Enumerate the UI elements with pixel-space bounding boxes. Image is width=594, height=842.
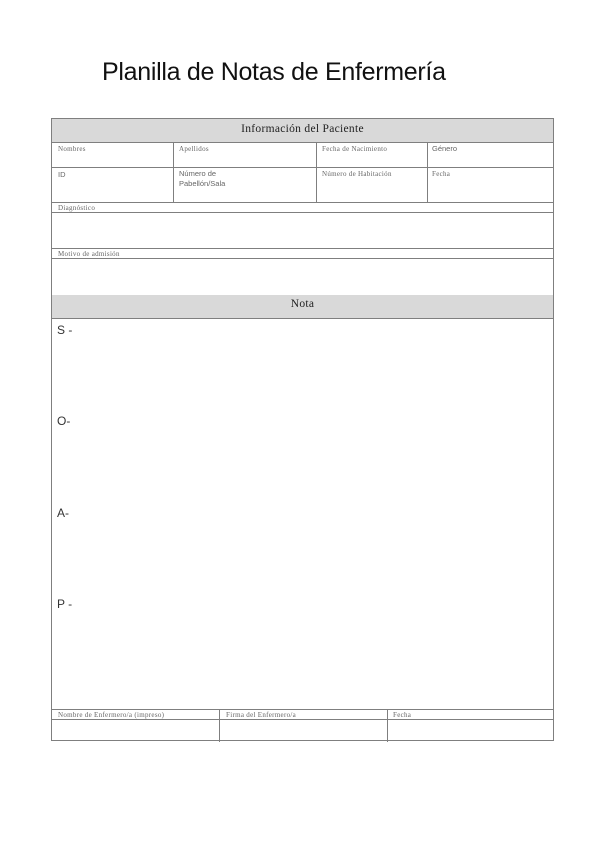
soap-label-p: P -	[57, 597, 73, 611]
note-header-label: Nota	[290, 298, 315, 310]
field-label-nombres: Nombres	[58, 145, 86, 153]
row-divider	[52, 258, 553, 259]
note-header	[52, 295, 553, 319]
divider	[316, 143, 317, 202]
field-label-fecha-nacimiento: Fecha de Nacimiento	[322, 145, 388, 153]
divider	[219, 709, 220, 742]
row-divider	[52, 202, 553, 203]
row-divider	[52, 709, 553, 710]
field-label-fecha: Fecha	[432, 170, 451, 178]
field-label-nombre-enfermero: Nombre de Enfermero/a (impreso)	[58, 711, 165, 719]
field-label-numero-habitacion: Número de Habitación	[322, 170, 392, 178]
field-label-firma-enfermero: Firma del Enfermero/a	[226, 711, 297, 719]
divider	[173, 143, 174, 202]
divider	[387, 709, 388, 742]
row-divider	[52, 719, 553, 720]
row-divider	[52, 167, 553, 168]
field-label-apellidos: Apellidos	[179, 145, 209, 153]
patient-info-header-label: Información del Paciente	[241, 123, 364, 135]
field-label-diagnostico: Diagnóstico	[58, 204, 96, 212]
row-divider	[52, 248, 553, 249]
soap-label-a: A-	[57, 506, 69, 520]
nursing-notes-form	[51, 118, 554, 741]
soap-label-o: O-	[57, 414, 71, 428]
soap-label-s: S -	[57, 323, 73, 337]
field-label-fecha-firma: Fecha	[393, 711, 412, 719]
row-divider	[52, 212, 553, 213]
field-label-genero: Género	[432, 144, 458, 153]
field-label-motivo-admision: Motivo de admisión	[58, 250, 120, 258]
page-title: Planilla de Notas de Enfermería	[102, 58, 446, 86]
field-label-numero-pabellon: Número de Pabellón/Sala	[179, 169, 226, 188]
field-label-id: ID	[58, 170, 66, 179]
divider	[427, 143, 428, 202]
patient-info-header	[52, 119, 553, 143]
